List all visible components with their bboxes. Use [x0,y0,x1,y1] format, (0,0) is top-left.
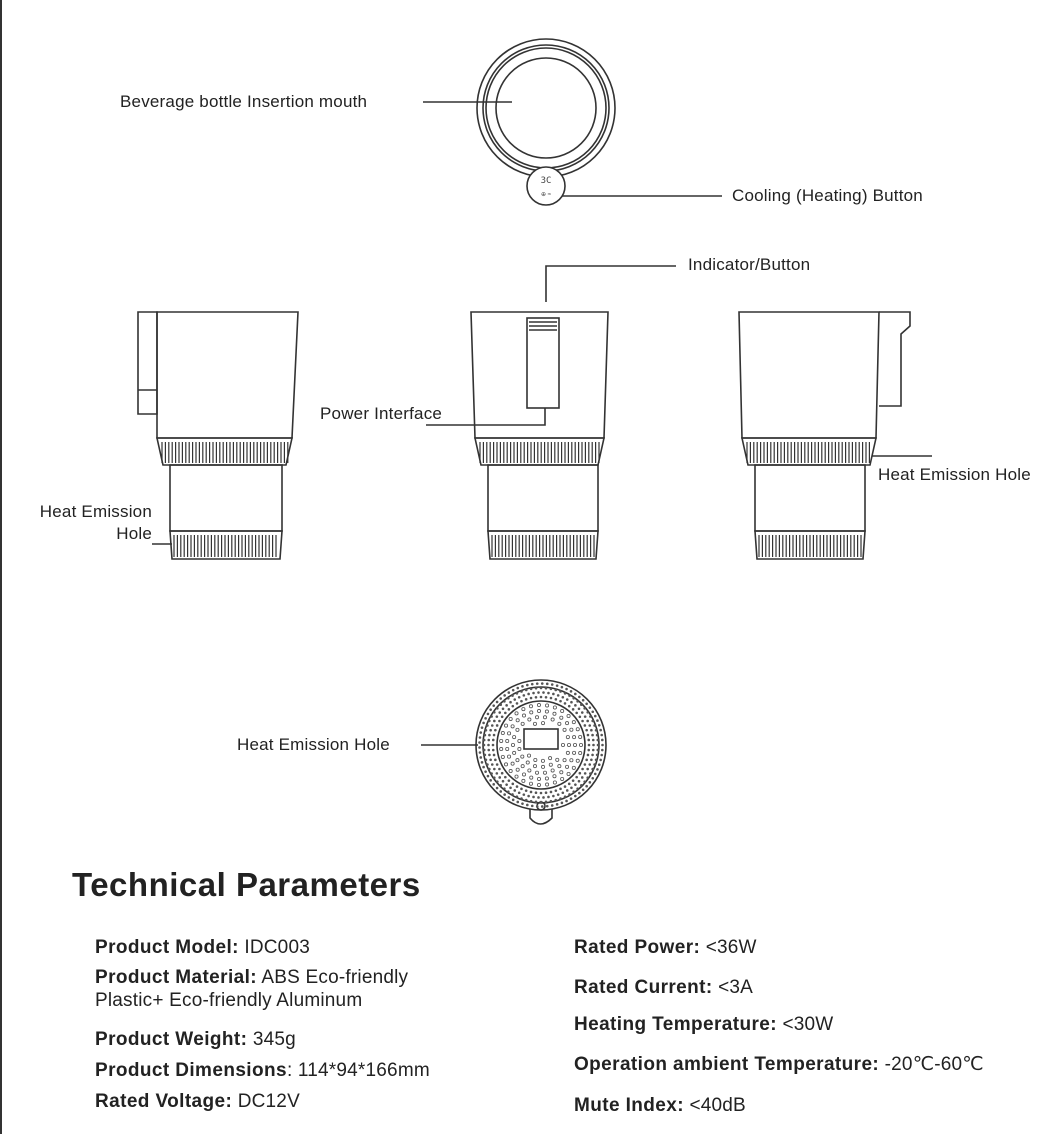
vent-ribs [492,535,594,557]
display-readout: 3C [540,176,552,186]
spec-heating-temperature: Heating Temperature: <30W [574,1014,834,1035]
vent-ribs [759,535,861,557]
spec-mute-index: Mute Index: <40dB [574,1095,746,1116]
callout-power-interface: Power Interface [320,404,443,423]
front-view [471,312,608,559]
spec-product-dimensions: Product Dimensions: 114*94*166mm [95,1060,430,1081]
svg-text:⊕ ≈: ⊕ ≈ [541,192,551,198]
spec-rated-power: Rated Power: <36W [574,937,757,958]
section-title: Technical Parameters [72,866,421,903]
callout-heat-emission-left: Heat Emission Hole [39,502,152,543]
callout-heat-emission-right: Heat Emission Hole [878,465,1031,484]
spec-product-weight: Product Weight: 345g [95,1029,296,1050]
spec-rated-voltage: Rated Voltage: DC12V [95,1091,300,1112]
vent-ribs [162,442,288,463]
vent-ribs [480,442,599,463]
vent-ribs [747,442,869,463]
spec-product-material: Product Material: ABS Eco-friendly Plastic+ Eco-friendly Aluminum [95,967,409,1011]
callout-cooling-heating-button: Cooling (Heating) Button [732,186,923,205]
spec-rated-current: Rated Current: <3A [574,977,754,998]
side-view-right [739,312,910,559]
vent-ribs [174,535,276,557]
side-view-left [138,312,298,559]
callout-indicator-button: Indicator/Button [688,255,811,274]
callout-bottle-insertion-mouth: Beverage bottle Insertion mouth [120,92,368,111]
spec-product-model: Product Model: IDC003 [95,937,310,958]
callout-heat-emission-bottom: Heat Emission Hole [237,735,390,754]
spec-operation-ambient-temperature: Operation ambient Temperature: -20℃-60℃ [574,1054,984,1075]
